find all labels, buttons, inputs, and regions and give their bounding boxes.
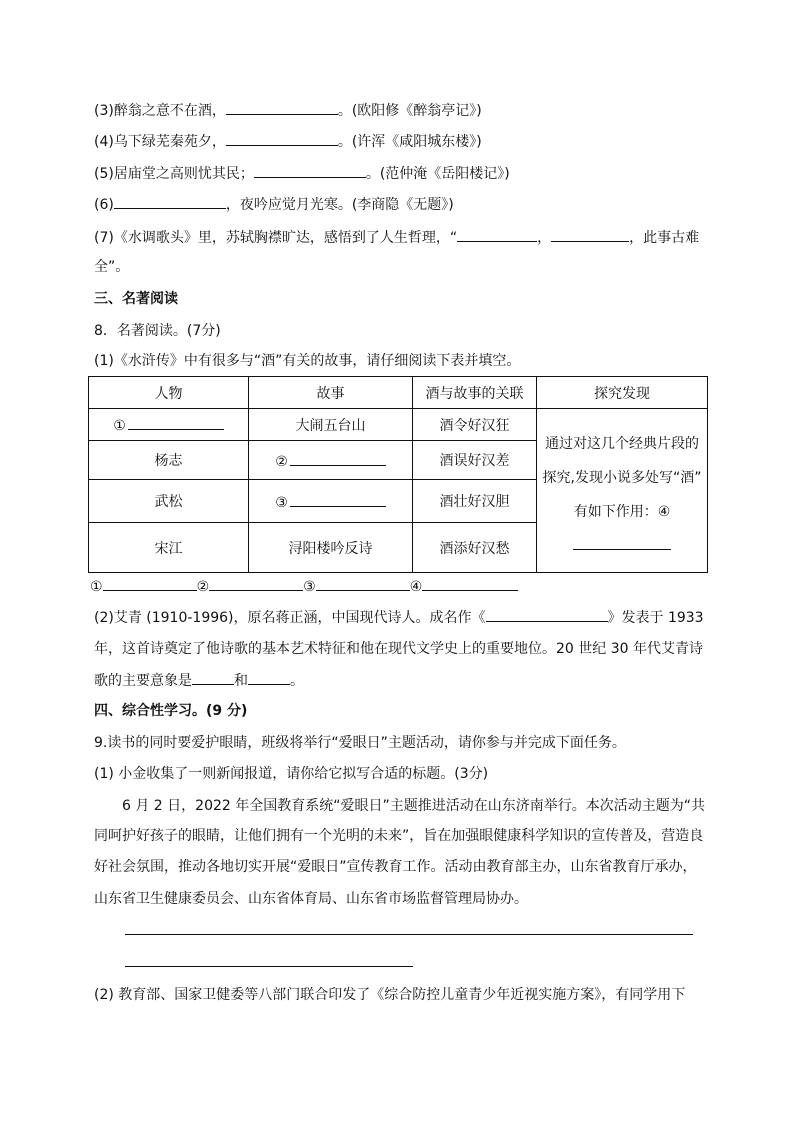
answer-mark: ④ <box>409 579 423 595</box>
person-cell: 宋江 <box>89 523 249 573</box>
finding-line: 有如下作用：④ <box>573 503 671 520</box>
q5-text: (5)居庙堂之高则忧其民； <box>94 166 254 182</box>
answer-blank[interactable] <box>316 576 410 591</box>
q8-sub2-line3 <box>94 670 304 691</box>
poem-question-7 <box>94 227 699 248</box>
answer-blank[interactable] <box>457 227 537 242</box>
answer-mark: ③ <box>275 494 288 511</box>
q8-sub2-end: 。 <box>290 673 304 689</box>
person-cell: 杨志 <box>89 441 249 480</box>
shuihu-table <box>88 376 708 573</box>
header-person: 人物 <box>89 377 249 409</box>
answer-blank[interactable] <box>226 100 338 115</box>
news-paragraph-line: 同呵护好孩子的眼睛，让他们拥有一个光明的未来”，旨在加强眼健康科学知识的宣传普及，营造良 <box>94 828 704 844</box>
q9-sub2: (2) 教育部、国家卫健委等八部门联合印发了《综合防控儿童青少年近视实施方案》，有同学用下 <box>94 987 686 1003</box>
q7-continuation: 全”。 <box>94 259 130 275</box>
news-paragraph-line: 好社会氛围，推动各地切实开展“爱眼日”宣传教育工作。活动由教育部主办，山东省教育厅承办， <box>94 859 697 875</box>
header-story: 故事 <box>249 377 413 409</box>
answer-blank[interactable] <box>486 607 608 622</box>
person-cell: 武松 <box>89 480 249 523</box>
poem-question-3 <box>94 100 482 121</box>
q8-sub2-line1 <box>94 607 704 628</box>
q6-text: ，夜吟应觉月光寒。(李商隐《无题》) <box>225 197 454 213</box>
answer-rule[interactable] <box>125 934 693 935</box>
q8-sub2-join: 和 <box>234 673 248 689</box>
q9-intro: 9.读书的同时要爱护眼睛，班级将举行“爱眼日”主题活动，请你参与并完成下面任务。 <box>94 735 626 751</box>
finding-line: 通过对这几个经典片段的 <box>545 435 699 452</box>
section-4-heading: 四、综合性学习。(9 分) <box>94 703 248 719</box>
q9-sub1: (1) 小金收集了一则新闻报道，请你给它拟写合适的标题。(3分) <box>94 766 489 782</box>
poem-question-5 <box>94 163 510 184</box>
answer-blank[interactable] <box>248 670 290 685</box>
q8-sub2-text: (2)艾青 (1910-1996)，原名蒋正涵，中国现代诗人。成名作《 <box>94 610 486 626</box>
link-cell: 酒添好汉愁 <box>413 523 537 573</box>
link-cell: 酒误好汉差 <box>413 441 537 480</box>
q7-text: (7)《水调歌头》里，苏轼胸襟旷达，感悟到了人生哲理，“ <box>94 230 458 246</box>
header-link: 酒与故事的关联 <box>413 377 537 409</box>
story-cell: 大闹五台山 <box>249 409 413 441</box>
answer-blank[interactable] <box>226 131 338 146</box>
answer-mark: ① <box>113 418 126 434</box>
answer-mark: ① <box>90 579 103 595</box>
q3-source: 。(欧阳修《醉翁亭记》) <box>337 103 482 119</box>
q8-sub2-text: 歌的主要意象是 <box>94 673 192 689</box>
table-header-row <box>89 377 708 409</box>
answer-rule[interactable] <box>125 966 413 967</box>
q7-text-end: ，此事古难 <box>629 230 700 246</box>
news-paragraph-line: 山东省卫生健康委员会、山东省体育局、山东省市场监督管理局协办。 <box>94 891 528 907</box>
answer-blank[interactable] <box>209 576 303 591</box>
answer-blank[interactable] <box>573 535 671 550</box>
answer-blank[interactable] <box>290 492 386 507</box>
table-row <box>89 409 708 441</box>
q8-sub1: (1)《水浒传》中有很多与“酒”有关的故事，请仔细阅读下表并填空。 <box>94 353 521 369</box>
poem-question-6 <box>94 194 454 215</box>
q7-separator: ， <box>537 230 552 246</box>
answer-blank[interactable] <box>254 163 366 178</box>
q8-title: 8．名著阅读。(7分) <box>94 323 221 339</box>
finding-line: 探究,发现小说多处写“酒” <box>542 469 702 486</box>
finding-cell <box>537 409 708 573</box>
answer-blank[interactable] <box>290 451 386 466</box>
table-answer-line <box>90 576 518 597</box>
q4-source: 。(许浑《咸阳城东楼》) <box>337 134 482 150</box>
section-3-heading: 三、名著阅读 <box>94 291 178 307</box>
q4-text: (4)乌下绿芜秦苑夕， <box>94 134 226 150</box>
answer-mark: ② <box>275 453 288 470</box>
answer-blank[interactable] <box>103 576 197 591</box>
poem-question-4 <box>94 131 482 152</box>
answer-blank[interactable] <box>551 227 629 242</box>
answer-blank[interactable] <box>192 670 234 685</box>
story-cell <box>249 441 413 480</box>
q8-sub2-text-end: 》发表于 1933 <box>607 610 704 626</box>
answer-mark: ③ <box>303 579 316 595</box>
q3-text: (3)醉翁之意不在酒， <box>94 103 226 119</box>
person-cell <box>89 409 249 441</box>
link-cell: 酒令好汉狂 <box>413 409 537 441</box>
answer-blank[interactable] <box>422 576 518 591</box>
story-cell <box>249 480 413 523</box>
q5-source: 。(范仲淹《岳阳楼记》) <box>365 166 510 182</box>
answer-blank[interactable] <box>128 415 224 430</box>
story-cell: 浔阳楼吟反诗 <box>249 523 413 573</box>
q8-sub2-line2: 年，这首诗奠定了他诗歌的基本艺术特征和他在现代文学史上的重要地位。20 世纪 30 年代艾青诗 <box>94 641 703 657</box>
news-paragraph-line: 6 月 2 日，2022 年全国教育系统“爱眼日”主题推进活动在山东济南举行。本次活动主题为“共 <box>122 798 706 814</box>
q6-number: (6) <box>94 197 114 213</box>
header-finding: 探究发现 <box>537 377 708 409</box>
answer-blank[interactable] <box>114 194 226 209</box>
answer-mark: ② <box>196 579 210 595</box>
link-cell: 酒壮好汉胆 <box>413 480 537 523</box>
